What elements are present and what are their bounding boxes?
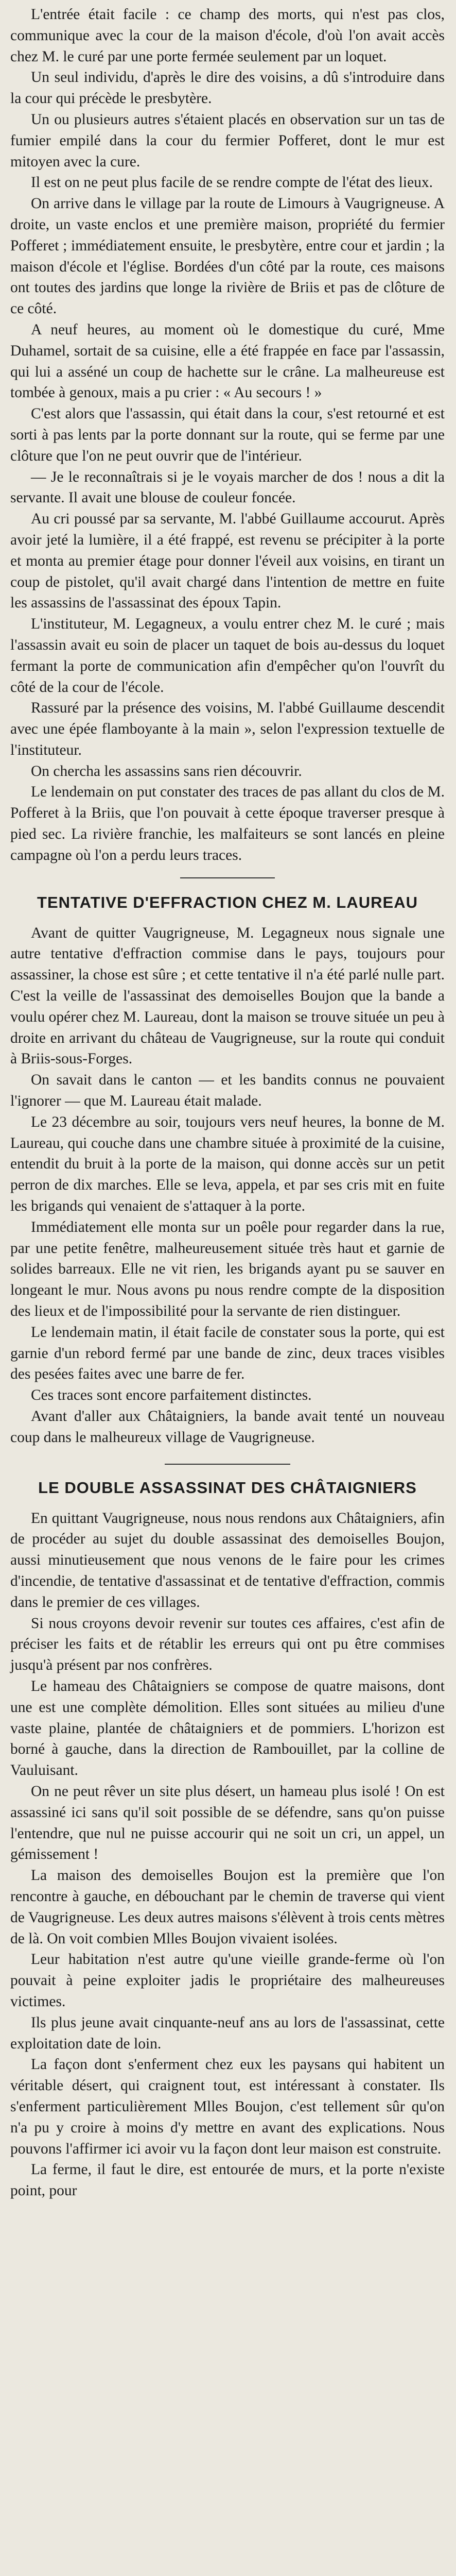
- paragraph-22: Si nous croyons devoir revenir sur toutes ces affaires, c'est afin de préciser les faits et de rétablir les erreurs qui ont pu être commises jusqu'à présent par nos confrères.: [10, 1615, 445, 1674]
- paragraph-8: — Je le reconnaîtrais si je le voyais marcher de dos ! nous a dit la servante. Il avait une blouse de couleur foncée.: [10, 468, 445, 506]
- paragraph-18: Le lendemain matin, il était facile de constater sous la porte, qui est garnie d'un rebord fermé par une bande de zinc, deux traces visibles des pesées faites avec une barre de fer.: [10, 1324, 445, 1383]
- paragraph-9: Au cri poussé par sa servante, M. l'abbé Guillaume accourut. Après avoir jeté la lumière, il a été frappé, est revenu se précipiter à la porte et monta au premier étage pour donner l'éveil aux voisins, en tirant un coup de pistolet, qu'il avait chargé dans l'intention de mettre en fuite les assassins de l'assassinat des époux Tapin.: [10, 511, 445, 612]
- section-heading-chataigniers: LE DOUBLE ASSASSINAT DES CHÂTAIGNIERS: [38, 1478, 417, 1497]
- paragraph-5: On arrive dans le village par la route de Limours à Vaugrigneuse. A droite, un vaste enclos et une première maison, propriété du fermier Pofferet ; immédiatement ensuite, le presbytère, entre cour et jardin ; la maison d'école et l'église. Bordées d'un côté par la route, ces maisons ont toutes des jardins que longe la rivière de Briis et pas de clôture de ce côté.: [10, 195, 445, 317]
- paragraph-1: L'entrée était facile : ce champ des morts, qui n'est pas clos, communique avec la cour de la maison d'école, d'où l'on avait accès chez M. le curé par une porte fermée seulement par un loquet.: [10, 6, 445, 65]
- paragraph-27: Ils plus jeune avait cinquante-neuf ans au lors de l'assassinat, cette exploitation date de loin.: [10, 2014, 445, 2052]
- paragraph-13: Le lendemain on put constater des traces de pas allant du clos de M. Pofferet à la Briis, que l'on pouvait à cette époque traverser presque à pied sec. La rivière franchie, les malfaiteurs se sont lancés en pleine campagne où l'on a perdu leurs traces.: [10, 784, 445, 863]
- paragraph-3: Un ou plusieurs autres s'étaient placés en observation sur un tas de fumier empilé dans la cour du fermier Pofferet, dont le mur est mitoyen avec la cure.: [10, 111, 445, 170]
- paragraph-25: La maison des demoiselles Boujon est la première que l'on rencontre à gauche, en débouchant par le chemin de traverse qui vient de Vaugrigneuse. Les deux autres maisons s'élèvent à trois cents mètres de là. On voit combien Mlles Boujon vivaient isolées.: [10, 1867, 445, 1947]
- section-divider-2: [165, 1464, 290, 1465]
- paragraph-6: A neuf heures, au moment où le domestique du curé, Mme Duhamel, sortait de sa cuisine, elle a été frappée en face par l'assassin, qui lui a asséné un coup de hachette sur le crâne. La malheureuse est tombée à genoux, mais a pu crier : « Au secours ! »: [10, 321, 445, 401]
- paragraph-12: On chercha les assassins sans rien découvrir.: [31, 762, 302, 779]
- paragraph-26: Leur habitation n'est autre qu'une vieille grande-ferme où l'on pouvait à peine exploiter jadis le propriétaire des malheureuses victimes.: [10, 1951, 445, 2010]
- paragraph-29: La ferme, il faut le dire, est entourée de murs, et la porte n'existe point, pour: [10, 2161, 445, 2199]
- paragraph-20: Avant d'aller aux Châtaigniers, la bande avait tenté un nouveau coup dans le malheureux village de Vaugrigneuse.: [10, 1408, 445, 1446]
- paragraph-14: Avant de quitter Vaugrigneuse, M. Legagneux nous signale une autre tentative d'effraction commise dans le pays, toujours pour assassiner, la chose est sûre ; et cette tentative il n'a été parlé nulle part. C'est la veille de l'assassinat des demoiselles Boujon que la bande a voulu opérer chez M. Laureau, dont la maison se trouve située un peu à droite en arrivant du château de Vaugrigneuse, sur la route qui conduit à Briis-sous-Forges.: [10, 924, 445, 1067]
- paragraph-7: C'est alors que l'assassin, qui était dans la cour, s'est retourné et est sorti à pas lents par la porte donnant sur la route, qui se ferme par une clôture que l'on ne peut ouvrir que de l'intérieur.: [10, 405, 445, 464]
- paragraph-19: Ces traces sont encore parfaitement distinctes.: [31, 1387, 312, 1404]
- paragraph-24: On ne peut rêver un site plus désert, un hameau plus isolé ! On est assassiné ici sans qu'il soit possible de se défendre, sans qu'on puisse l'entendre, que nul ne puisse accourir qui ne soit un cri, un appel, un gémissement !: [10, 1783, 445, 1863]
- paragraph-11: Rassuré par la présence des voisins, M. l'abbé Guillaume descendit avec une épée flamboyante à la main », selon l'expression textuelle de l'instituteur.: [10, 700, 445, 758]
- section-heading-effraction: TENTATIVE D'EFFRACTION CHEZ M. LAUREAU: [37, 893, 418, 911]
- paragraph-21: En quittant Vaugrigneuse, nous nous rendons aux Châtaigniers, afin de procéder au sujet du double assassinat des demoiselles Boujon, aussi minutieusement que nous venons de le faire pour les crimes d'incendie, de tentative d'assassinat et de tentative d'effraction, commis dans le premier de ces villages.: [10, 1510, 445, 1611]
- paragraph-28: La façon dont s'enferment chez eux les paysans qui habitent un véritable désert, qui craignent tout, est intéressant à constater. Ils s'enferment particulièrement Mlles Boujon, c'est tellement sûr qu'on n'a pu y croire à moins d'y mettre en avant des explications. Nous pouvons l'affirmer ici avoir vu la façon dont leur maison est construite.: [10, 2056, 445, 2157]
- paragraph-10: L'instituteur, M. Legagneux, a voulu entrer chez M. le curé ; mais l'assassin avait eu soin de placer un taquet de bois au-dessus du loquet fermant la porte de communication afin d'empêcher qu'on l'ouvrît du côté de la cour de l'école.: [10, 616, 445, 696]
- paragraph-17: Immédiatement elle monta sur un poêle pour regarder dans la rue, par une petite fenêtre, malheureusement située très haut et garnie de solides barreaux. Elle ne vit rien, les brigands ayant pu se sauver en longeant le mur. Nous avons pu nous rendre compte de la disposition des lieux et de l'impossibilité pour la servante de rien distinguer.: [10, 1218, 445, 1320]
- paragraph-2: Un seul individu, d'après le dire des voisins, a dû s'introduire dans la cour qui précède le presbytère.: [10, 69, 445, 107]
- paragraph-23: Le hameau des Châtaigniers se compose de quatre maisons, dont une est une complète démolition. Elles sont situées au milieu d'une vaste plaine, plantée de châtaigniers et de pommiers. L'horizon est borné à gauche, dans la direction de Rambouillet, par la colline de Vauluisant.: [10, 1677, 445, 1779]
- paragraph-16: Le 23 décembre au soir, toujours vers neuf heures, la bonne de M. Laureau, qui couche dans une chambre située à proximité de la cuisine, entendit du bruit à la porte de la maison, qui donne accès sur un petit perron de dix marches. Elle se leva, appela, et par ses cris mit en fuite les brigands qui venaient de s'attaquer à la porte.: [10, 1113, 445, 1215]
- section-divider-1: [180, 877, 275, 878]
- paragraph-15: On savait dans le canton — et les bandits connus ne pouvaient l'ignorer — que M. Laureau était malade.: [10, 1072, 445, 1110]
- paragraph-4: Il est on ne peut plus facile de se rendre compte de l'état des lieux.: [31, 174, 433, 191]
